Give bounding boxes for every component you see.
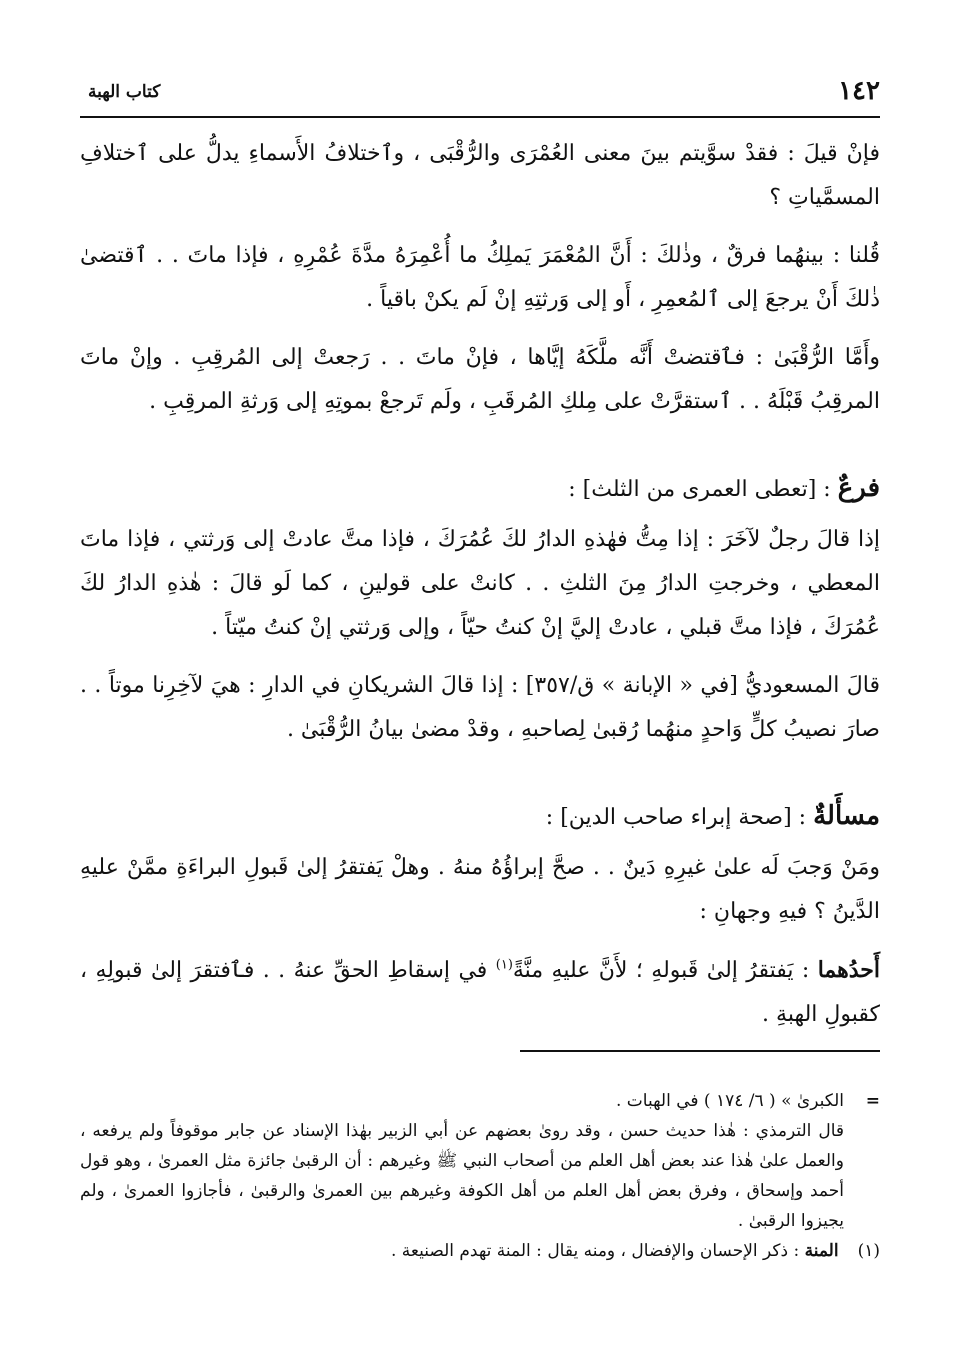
branch-paragraph: إذا قالَ رجلٌ لآخَرَ : إذا مِتُّ فهٰذهِ الدارُ لكَ عُمُرَكَ ، فإذا متَّ عادتْ إلى وَرثتي ، فإذا ماتَ المعطي ، وخرجتِ الدارُ مِنَ الثلثِ . . كانتْ على قولينِ ، كما لَو قالَ : هٰذهِ الدارُ لكَ عُمُرَكَ ، فإذا متَّ قبلي ، عادتْ إليَّ إنْ كنتُ حيّاً ، وإلى وَرثتي إنْ كنتُ ميّتاً . bbox=[80, 527, 880, 640]
branch-title: : [تعطى العمرى من الثلث] : bbox=[568, 477, 831, 502]
book-page bbox=[80, 70, 880, 1340]
issue-first-view bbox=[80, 948, 880, 1037]
footnote-1 bbox=[80, 1236, 880, 1266]
first-view-lead: أَحدُهما bbox=[817, 957, 881, 983]
footnote-number: (١) bbox=[857, 1241, 880, 1261]
paragraph-objection: فإنْ قيلَ : فقدْ سوَّيتم بينَ معنى العُمْرَى والرُّقْبَى ، وٱختلافُ الأَسماءِ يدلُّ على ٱختلافِ المسمَّياتِ ؟ bbox=[80, 141, 880, 210]
issue-keyword: مسأَلةٌ bbox=[813, 801, 880, 831]
branch-heading bbox=[80, 466, 880, 512]
main-text bbox=[80, 132, 880, 1051]
footnote-text: : ذكر الإحسان والإفضال ، ومنه يقال : المنة تهدم الصنيعة . bbox=[390, 1241, 800, 1261]
branch-paragraph: قالَ المسعوديُّ [في « الإبانة » ق/٣٥٧] : إذا قالَ الشريكانِ في الدارِ : هيَ لآخِرِنا موتاً . . صارَ نصيبُ كلٍّ وَاحدٍ منهُما رُقبىٰ لِصاحبهِ ، وقدْ مضىٰ بيانُ الرُّقْبَىٰ . bbox=[80, 673, 881, 742]
paragraph-reply: قُلنا : بينهُما فرقٌ ، وذٰلكَ : أَنَّ المُعْمَرَ يَملِكُ ما أُعْمِرَهُ مدَّةَ عُمْرِهِ ، فإذا ماتَ . . ٱقتضىٰ ذٰلكَ أَنْ يرجعَ إلى ٱلمُعمِرِ ، أَو إلى وَرثتِهِ إنْ لَم يكنْ باقياً . bbox=[80, 243, 880, 312]
page-header bbox=[80, 76, 880, 110]
footnote-reference[interactable]: (١) bbox=[495, 957, 513, 973]
page-number: ١٤٢ bbox=[838, 76, 880, 106]
first-view-text: : يَفتقرُ إلىٰ قَبولهِ ؛ لأَنَّ عليهِ منَّةً bbox=[512, 958, 810, 983]
footnotes bbox=[80, 1086, 880, 1266]
issue-paragraph: ومَنْ وَجبَ لَه علىٰ غيرِهِ دَينٌ . . صحَّ إبراؤُهُ منهُ . وهلْ يَفتقرُ إلىٰ قَبولِ البراءَةِ ممَّنْ عليهِ الدَّينُ ؟ فيهِ وجهانِ : bbox=[80, 855, 880, 924]
issue-heading bbox=[80, 794, 880, 840]
continuation-mark: = bbox=[865, 1091, 880, 1111]
footnote-text: قال الترمذي : هٰذا حديث حسن ، وقد رویٰ بعضهم عن أبي الزبير بهٰذا الإسناد عن جابر موقوفاً ولم يرفعه ، والعمل علىٰ هٰذا عند بعض أهل العلم من أصحاب النبي ﷺ وغيرهم : أن الرقبىٰ جائزة مثل العمرىٰ ، وهو قول أحمد وإسحاق ، وفرق بعض أهل العلم من أهل الكوفة وغيرهم بين العمرىٰ والرقبىٰ ، فأجازوا العمرىٰ ، ولم يجيزوا الرقبىٰ . bbox=[80, 1121, 844, 1231]
footnote-continuation bbox=[80, 1086, 880, 1116]
paragraph-ruqba: وأَمَّا الرُّقْبَىٰ : فٱقتضتْ أَنَّه ملَّكَهُ إيَّاها ، فإنْ ماتَ . . رَجعتْ إلى المُرقِبِ . وإنْ ماتَ المرقِبُ قَبْلَهُ . . ٱستقرَّتْ على مِلكِ المُرقَبِ ، ولَم تَرجعْ بموتِهِ إلى وَرثةِ المرقِبِ . bbox=[80, 345, 880, 414]
first-view-text: في إسقاطِ الحقِّ عنهُ . . فٱفتقرَ إلىٰ قبولِهِ ، كقبولِ الهبةِ . bbox=[80, 958, 880, 1027]
footnote-term: المنة bbox=[804, 1241, 839, 1261]
issue-title: : [صحة إبراء صاحب الدين] : bbox=[545, 805, 807, 830]
section-spacer bbox=[80, 766, 880, 794]
running-title: كتاب الهبة bbox=[88, 82, 161, 102]
footnote-text: الكبرىٰ » ( ٦/ ١٧٤ ) في الهبات . bbox=[615, 1091, 844, 1111]
header-rule bbox=[80, 116, 880, 118]
section-spacer bbox=[80, 438, 880, 466]
footnote-rule bbox=[520, 1050, 880, 1052]
branch-keyword: فرعٌ bbox=[837, 473, 880, 503]
